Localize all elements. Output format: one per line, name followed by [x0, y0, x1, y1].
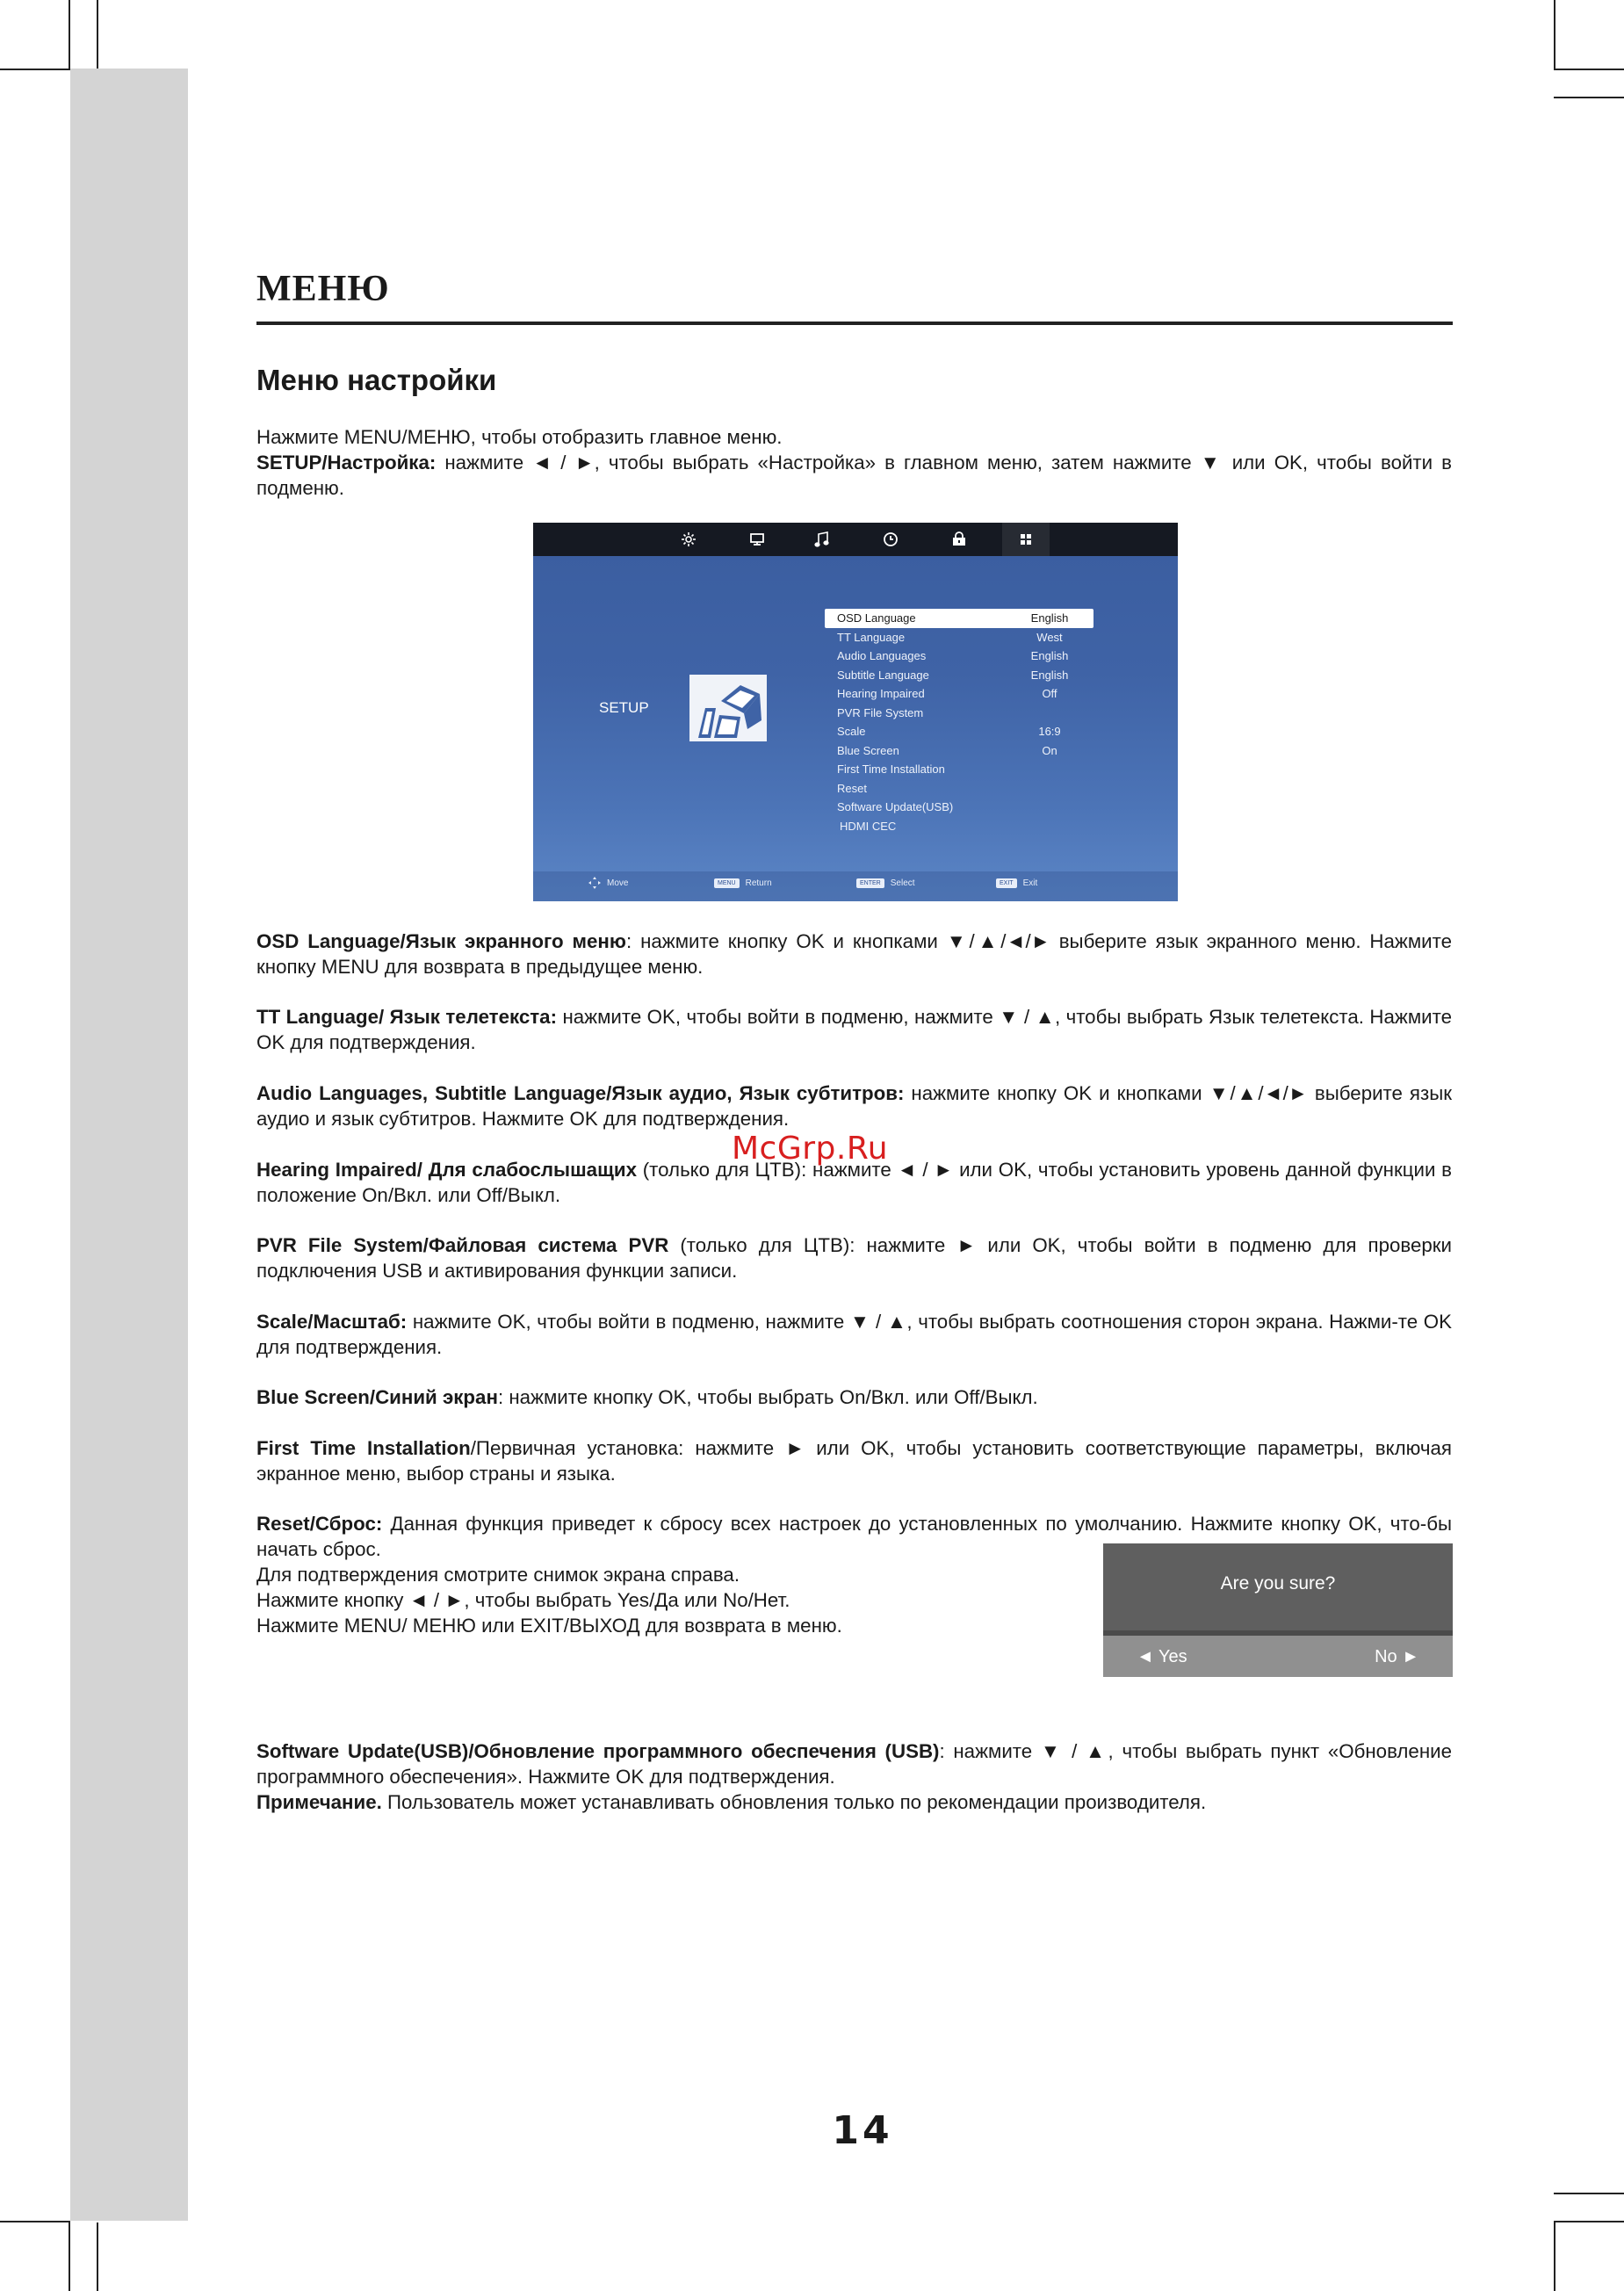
software-update-paragraph	[256, 1738, 1452, 1789]
hearing-impaired-paragraph	[256, 1157, 1452, 1208]
audio-subtitle-text: нажмите кнопку OK и кнопками ▼/▲/◄/► выберите язык аудио и язык субтитров. Нажмите OK для подтверждения.	[256, 1082, 1453, 1130]
scale-text: нажмите OK, чтобы войти в подменю, нажмите ▼ / ▲, чтобы выбрать соотношения сторон экрана. Нажми-те OK для подтверждения.	[256, 1311, 1452, 1358]
note-paragraph	[256, 1789, 1452, 1815]
crop-mark	[0, 69, 70, 70]
osd-tab-bar	[533, 523, 1178, 556]
blue-screen-term: Blue Screen/Синий экран	[256, 1386, 498, 1408]
osd-hint-bar	[533, 871, 1178, 901]
osd-setup-screenshot	[533, 523, 1178, 901]
osd-item-osd-language[interactable]: OSD Language English	[825, 609, 1093, 628]
reset-confirm-dialog	[1103, 1543, 1453, 1677]
dialog-question: Are you sure?	[1220, 1573, 1336, 1594]
osd-item-subtitle-language[interactable]: Subtitle Language English	[837, 668, 1069, 682]
osd-hint-return-label: Return	[745, 878, 772, 888]
title-rule	[256, 322, 1453, 325]
osd-menu-title: SETUP	[599, 699, 649, 716]
crop-mark	[1554, 2221, 1624, 2222]
reset-line-2: Для подтверждения смотрите снимок экрана справа.	[256, 1564, 740, 1586]
crop-mark	[1554, 97, 1624, 98]
reset-term: Reset/Сброс:	[256, 1513, 383, 1535]
exit-key-badge: EXIT	[996, 878, 1017, 888]
tt-language-text: нажмите OK, чтобы войти в подменю, нажмите ▼ / ▲, чтобы выбрать Язык телетекста. Нажмите OK для подтверждения.	[256, 1006, 1452, 1053]
osd-item-audio-languages[interactable]: Audio Languages English	[837, 649, 1069, 662]
osd-language-paragraph	[256, 929, 1452, 979]
crop-mark	[69, 0, 70, 69]
osd-language-text: : нажмите кнопку OK и кнопками ▼/▲/◄/► выберите язык экранного меню. Нажмите кнопку MENU для возврата в предыдущее меню.	[256, 930, 1452, 978]
audio-subtitle-paragraph	[256, 1080, 1452, 1131]
page-number: 14	[832, 2108, 893, 2153]
reset-text: Данная функция приведет к сбросу всех настроек до установленных по умолчанию. Нажмите кнопку OK, что-бы начать сброс.	[256, 1513, 1452, 1560]
hearing-impaired-text: (только для ЦТВ): нажмите ◄ / ► или OK, чтобы установить уровень данной функции в положение On/Вкл. или Off/Выкл.	[256, 1159, 1452, 1206]
setup-line	[256, 450, 1452, 501]
software-update-text: : нажмите ▼ / ▲, чтобы выбрать пункт «Обновление программного обеспечения». Нажмите OK для подтверждения.	[256, 1740, 1452, 1788]
osd-item-blue-screen[interactable]: Blue Screen On	[837, 743, 1057, 757]
osd-hint-return	[714, 878, 772, 888]
intro-paragraph	[256, 424, 1452, 501]
osd-language-term: OSD Language/Язык экранного меню	[256, 930, 626, 952]
setup-tab-icon[interactable]	[1014, 531, 1037, 548]
setup-text: нажмите ◄ / ►, чтобы выбрать «Настройка» в главном меню, затем нажмите ▼ или OK, чтобы войти в подменю.	[256, 452, 1452, 499]
software-update-term: Software Update(USB)/Обновление программного обеспечения (USB)	[256, 1740, 940, 1762]
note-text: Пользователь может устанавливать обновления только по рекомендации производителя.	[381, 1791, 1207, 1813]
dialog-no-option[interactable]: No ►	[1375, 1647, 1419, 1666]
hearing-impaired-term: Hearing Impaired/ Для слабослышащих	[256, 1159, 638, 1181]
section-title: Меню настройки	[256, 364, 497, 396]
crop-mark	[69, 2222, 70, 2291]
dialog-yes-option[interactable]: ◄ Yes	[1137, 1647, 1187, 1666]
watermark: McGrp.Ru	[732, 1131, 889, 1167]
time-tab-icon[interactable]	[879, 531, 902, 548]
osd-item-pvr-file-system[interactable]: PVR File System	[837, 705, 924, 719]
enter-key-badge: ENTER	[856, 878, 884, 888]
reset-line-4: Нажмите MENU/ МЕНЮ или EXIT/ВЫХОД для возврата в меню.	[256, 1615, 842, 1637]
osd-item-tt-language[interactable]: TT Language West	[837, 630, 1063, 644]
crop-mark	[1554, 69, 1624, 70]
page-title: МЕНЮ	[256, 269, 390, 309]
first-time-term: First Time Installation	[256, 1437, 471, 1459]
osd-hint-select	[856, 878, 915, 888]
sound-tab-icon[interactable]	[811, 531, 834, 548]
note-term: Примечание.	[256, 1791, 382, 1813]
reset-line-3: Нажмите кнопку ◄ / ►, чтобы выбрать Yes/Да или No/Нет.	[256, 1589, 790, 1611]
blue-screen-text: : нажмите кнопку OK, чтобы выбрать On/Вкл. или Off/Выкл.	[497, 1386, 1038, 1408]
menu-key-badge: MENU	[714, 878, 740, 888]
picture-tab-icon[interactable]	[677, 531, 700, 548]
crop-mark	[97, 2222, 98, 2291]
osd-hint-select-label: Select	[890, 878, 915, 888]
screen-tab-icon[interactable]	[746, 531, 769, 548]
setup-cube-icon	[689, 675, 767, 741]
crop-mark	[97, 0, 98, 69]
osd-hint-exit	[996, 878, 1037, 888]
osd-item-first-time-installation[interactable]: First Time Installation	[837, 762, 945, 776]
crop-mark	[1554, 0, 1555, 69]
reset-instructions	[256, 1562, 1047, 1638]
pvr-text: (только для ЦТВ): нажмите ► или OK, чтобы войти в подменю для проверки подключения USB и активирования функции записи.	[256, 1234, 1452, 1282]
scale-term: Scale/Масштаб:	[256, 1311, 408, 1333]
page-sidebar-band	[70, 69, 188, 2221]
first-time-text: /Первичная установка: нажмите ► или OK, чтобы установить соответствующие параметры, включая экранное меню, выбор страны и языка.	[256, 1437, 1452, 1485]
osd-hint-move-label: Move	[607, 878, 629, 888]
crop-mark	[1554, 2222, 1555, 2291]
tt-language-paragraph	[256, 1004, 1452, 1055]
osd-item-hdmi-cec[interactable]: HDMI CEC	[840, 819, 897, 833]
scale-paragraph	[256, 1309, 1452, 1360]
tt-language-term: TT Language/ Язык телетекста:	[256, 1006, 558, 1028]
crop-mark	[1554, 2193, 1624, 2194]
move-arrows-icon	[588, 876, 602, 890]
audio-subtitle-term: Audio Languages, Subtitle Language/Язык аудио, Язык субтитров:	[256, 1082, 905, 1104]
pvr-paragraph	[256, 1232, 1452, 1283]
osd-settings-list	[825, 609, 1093, 835]
osd-item-scale[interactable]: Scale 16:9	[837, 725, 1061, 738]
pvr-term: PVR File System/Файловая система PVR	[256, 1234, 669, 1256]
osd-hint-exit-label: Exit	[1022, 878, 1038, 888]
first-time-paragraph	[256, 1435, 1452, 1486]
osd-item-reset[interactable]: Reset	[837, 781, 867, 795]
crop-mark	[0, 2221, 70, 2222]
osd-hint-move	[588, 876, 628, 890]
intro-line: Нажмите MENU/МЕНЮ, чтобы отобразить главное меню.	[256, 426, 783, 448]
blue-screen-paragraph	[256, 1384, 1452, 1410]
lock-tab-icon[interactable]	[948, 531, 971, 548]
osd-item-software-update[interactable]: Software Update(USB)	[837, 800, 954, 813]
osd-item-hearing-impaired[interactable]: Hearing Impaired Off	[837, 687, 1057, 700]
setup-term: SETUP/Настройка:	[256, 452, 437, 473]
